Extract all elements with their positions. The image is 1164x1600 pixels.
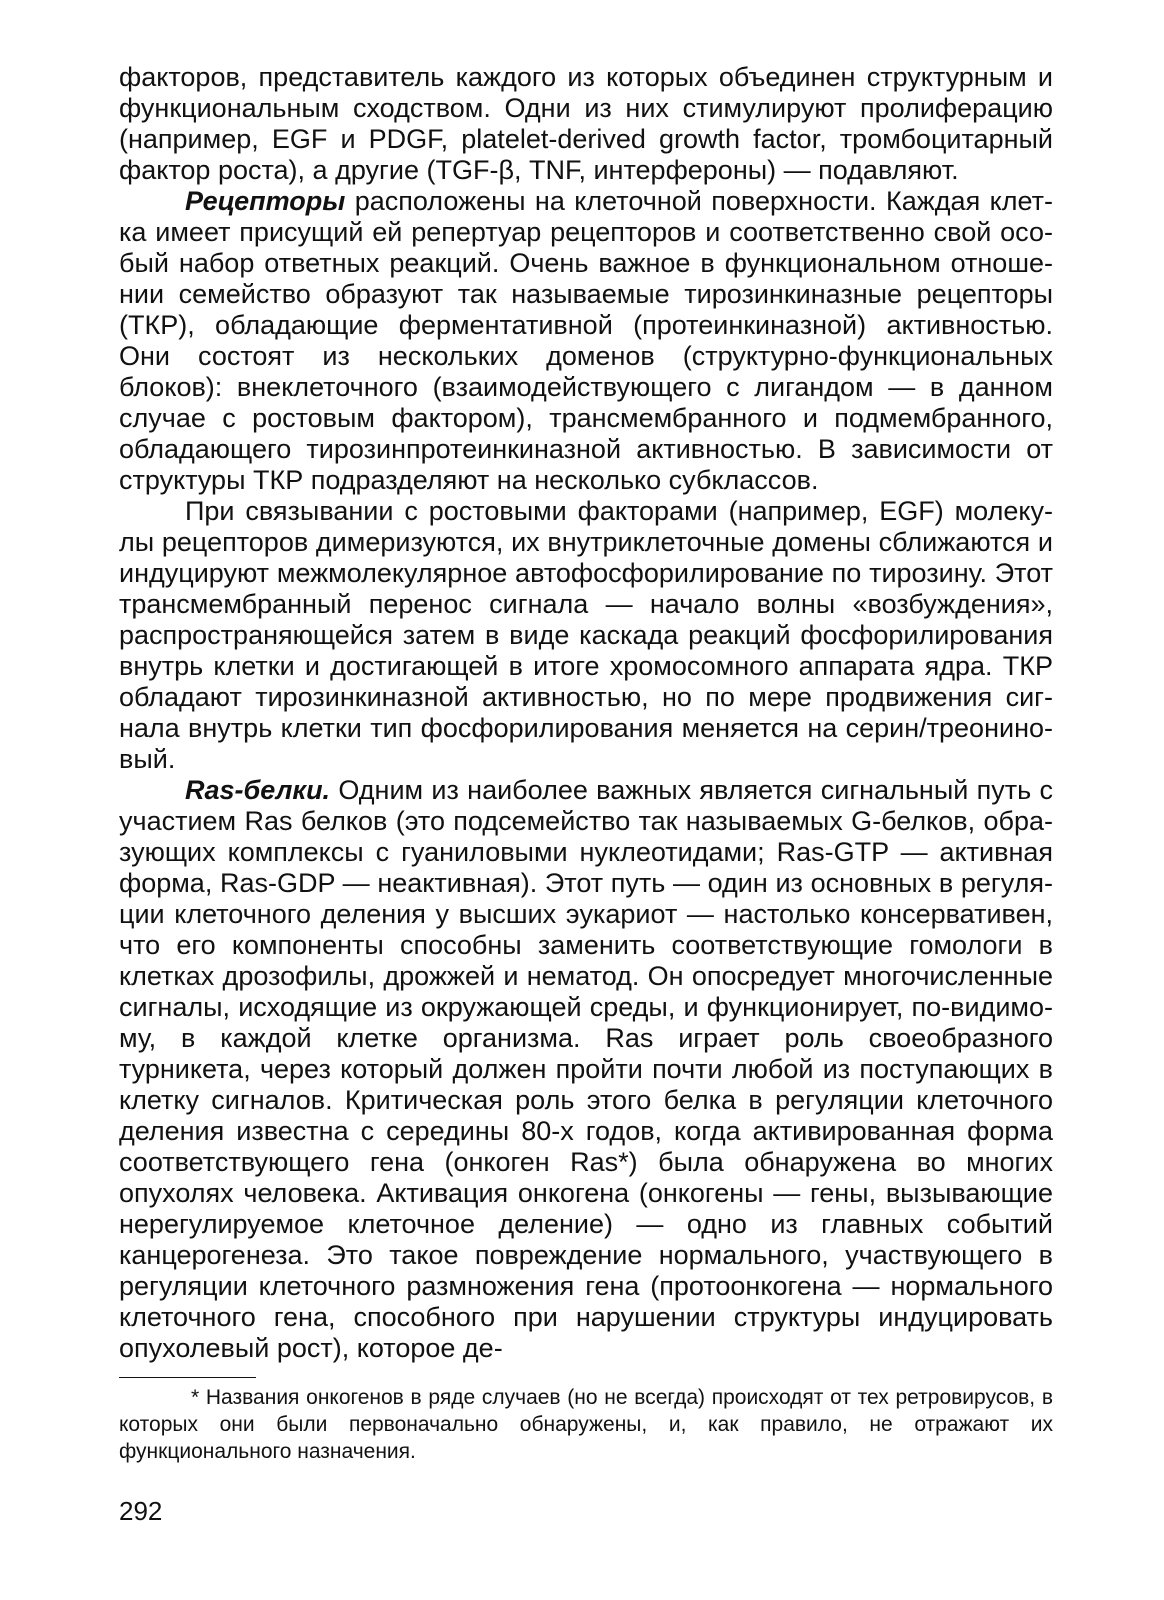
paragraph-receptors — [119, 186, 1053, 496]
footnote-divider — [119, 1377, 256, 1378]
paragraph-growth-factors — [119, 62, 1053, 186]
page-body — [119, 62, 1053, 1364]
footnote — [119, 1384, 1053, 1465]
paragraph-text: факторов, представитель каждого из которых объединен структурным и функциональным сходством. Одни из них стимулируют пролиферацию (например, EGF и PDGF, platelet-derived growth factor, тромбоцитарный фактор роста), а другие (TGF-β, TNF, интерфероны) — подавляют. — [119, 62, 1053, 185]
paragraph-text: расположены на клеточной поверхности. Каждая клетка имеет присущий ей репертуар рецепторов и соответственно свой особый набор ответных реакций. Очень важное в функциональном отношении семейство образуют так называемые тирозинкиназные рецепторы (ТКР), обладающие ферментативной (протеинкиназной) активностью. Они состоят из нескольких доменов (структурно-функциональных блоков): внеклеточного (взаимодействующего с лигандом — в данном случае с ростовым фактором), трансмембранного и подмембранного, обладающего тирозинпротеинкиназной активностью. В зависимости от структуры ТКР подразделяют на несколько субклассов. — [119, 186, 1053, 495]
paragraph-text: Одним из наиболее важных является сигнальный путь с участием Ras белков (это подсемейство так называемых G-белков, образующих комплексы с гуаниловыми нуклеотидами; Ras-GTP — активная форма, Ras-GDP — неактивная). Этот путь — один из основных в регуляции клеточного деления у высших эукариот — настолько консервативен, что его компоненты способны заменить соответствующие гомологи в клетках дрозофилы, дрожжей и нематод. Он опосредует многочисленные сигналы, исходящие из окружающей среды, и функционирует, по-видимому, в каждой клетке организма. Ras играет роль своеобразного турникета, через который должен пройти почти любой из поступающих в клетку сигналов. Критическая роль этого белка в регуляции клеточного деления известна с середины 80-х годов, когда активированная форма соответствующего гена (онкоген Ras*) была обнаружена во многих опухолях человека. Активация онкогена (онкогены — гены, вызывающие нерегулируемое клеточное деление) — одно из главных событий канцерогенеза. Это такое повреждение нормального, участвующего в регуляции клеточного размножения гена (протоонкогена — нормального клеточного гена, способного при нарушении структуры индуцировать опухолевый рост), которое де- — [119, 775, 1053, 1363]
paragraph-signal-transfer — [119, 496, 1053, 775]
footnote-text: * Названия онкогенов в ряде случаев (но не всегда) происходят от тех ретровирусов, в которых они были первоначально обнаружены, и, как правило, не отражают их функционального назначения. — [119, 1386, 1053, 1463]
paragraph-text: При связывании с ростовыми факторами (например, EGF) молекулы рецепторов димеризуются, их внутриклеточные домены сближаются и индуцируют межмолекулярное автофосфорилирование по тирозину. Этот трансмембранный перенос сигнала — начало волны «возбуждения», распространяющейся затем в виде каскада реакций фосфорилирования внутрь клетки и достигающей в итоге хромосомного аппарата ядра. ТКР обладают тирозинкиназной активностью, но по мере продвижения сигнала внутрь клетки тип фосфорилирования меняется на серин/треониновый. — [119, 496, 1053, 774]
paragraph-ras-proteins — [119, 775, 1053, 1364]
term-receptors: Рецепторы — [185, 186, 346, 216]
term-ras-proteins: Ras-белки. — [185, 775, 331, 805]
page-number: 292 — [119, 1496, 163, 1526]
